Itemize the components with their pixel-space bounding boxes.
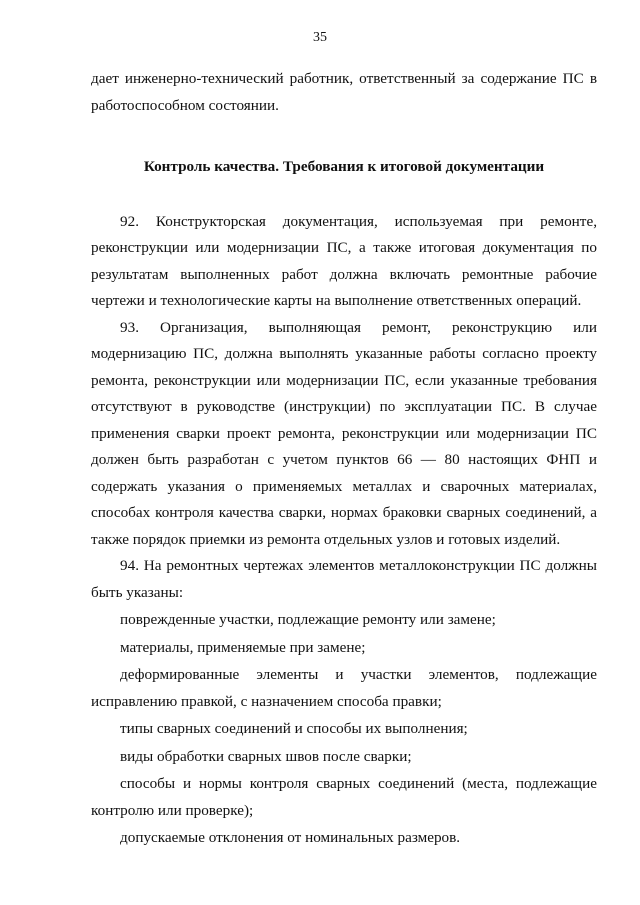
list-item: поврежденные участки, подлежащие ремонту или замене;	[120, 611, 496, 628]
list-item: типы сварных соединений и способы их выполнения;	[120, 720, 468, 737]
list-item: материалы, применяемые при замене;	[120, 638, 366, 656]
page-number: 35	[313, 30, 327, 45]
paragraph-92: 92. Конструкторская документация, используемая при ремонте, реконструкции или модернизации ПС, а также итоговая документация по результатам выполненных работ должна включать ремонтные рабочие чертежи и технологические карты на выполнение ответственных операций.	[91, 212, 597, 309]
list-item: способы и нормы контроля сварных соединений (места, подлежащие контролю или проверке);	[91, 775, 597, 819]
document-body	[91, 66, 597, 852]
list-item: допускаемые отклонения от номинальных размеров.	[120, 829, 461, 846]
list-item: виды обработки сварных швов после сварки;	[120, 747, 412, 765]
paragraph-93: 93. Организация, выполняющая ремонт, реконструкцию или модернизацию ПС, должна выполнять указанные работы согласно проекту ремонта, реконструкции или модернизации ПС, если указанные требования отсутствуют в руководстве (инструкции) по эксплуатации ПС. В случае применения сварки проект ремонта, реконструкции или модернизации ПС должен быть разработан с учетом пунктов 66 — 80 настоящих ФНП и содержать указания о применяемых металлах и сварочных материалах, способах контроля качества сварки, нормах браковки сварных соединений, а также порядок приемки из ремонта отдельных узлов и готовых изделий.	[91, 318, 597, 548]
list-item: деформированные элементы и участки элементов, подлежащие исправлению правкой, с назначением способа правки;	[91, 666, 597, 710]
section-heading: Контроль качества. Требования к итоговой документации	[143, 158, 545, 175]
paragraph-94: 94. На ремонтных чертежах элементов металлоконструкции ПС должны быть указаны:	[91, 557, 597, 601]
intro-paragraph: дает инженерно-технический работник, ответственный за содержание ПС в работоспособном состоянии.	[91, 70, 597, 114]
